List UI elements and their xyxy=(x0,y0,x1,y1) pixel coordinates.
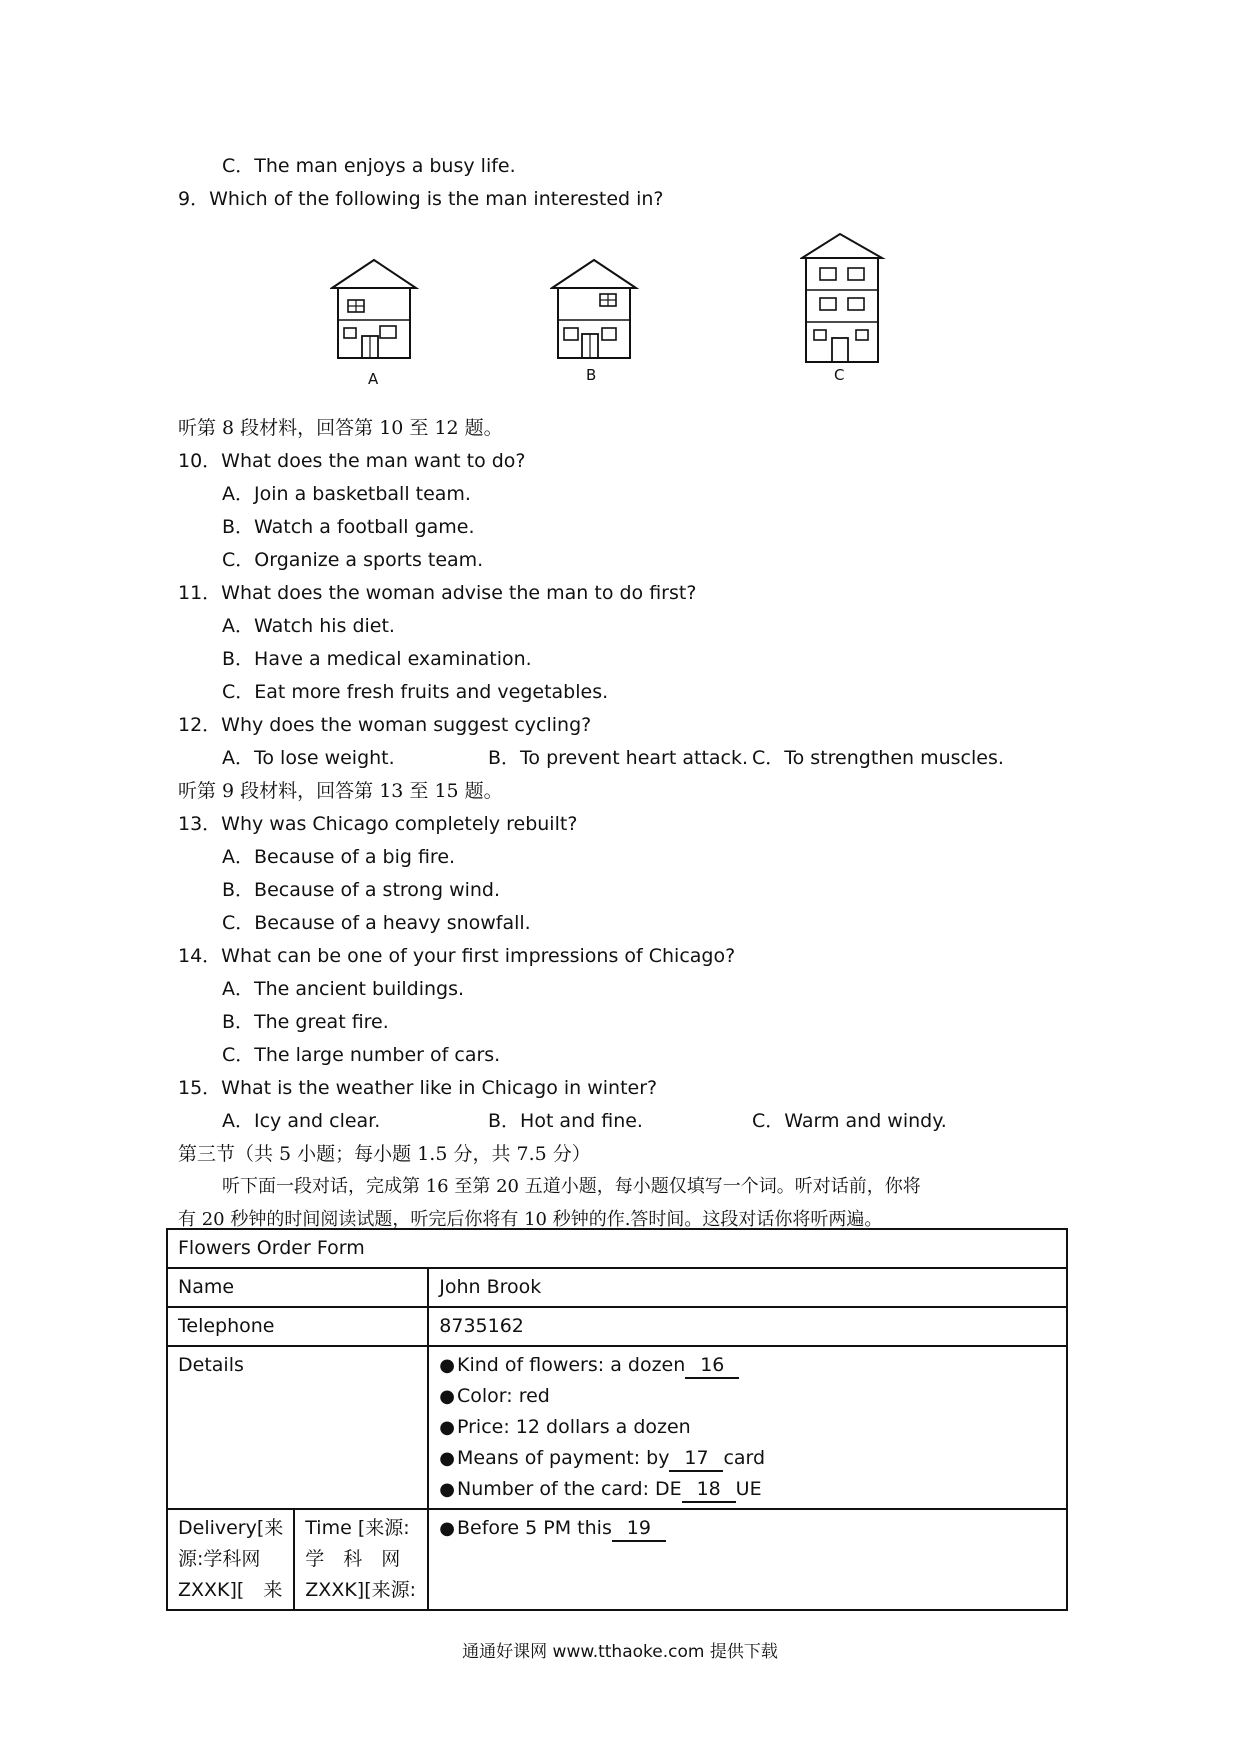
time-label: Time [来源: 学 科 网 ZXXK][来源: xyxy=(294,1509,428,1610)
section9-intro: 听第 9 段材料，回答第 13 至 15 题。 xyxy=(178,780,503,802)
delivery-time-value xyxy=(428,1509,1067,1610)
q14-option-b: B．The great fire. xyxy=(222,1011,389,1033)
details-label: Details xyxy=(167,1346,428,1509)
answer-blank-19[interactable]: 19 xyxy=(612,1516,666,1542)
page-footer: 通通好课网 www.tthaoke.com 提供下载 xyxy=(462,1642,778,1662)
q12-option-a: A．To lose weight. xyxy=(222,747,395,769)
form-title: Flowers Order Form xyxy=(167,1229,1067,1268)
house-c-image xyxy=(800,232,890,388)
bullet-icon: ● xyxy=(439,1417,455,1438)
form-delivery-row xyxy=(167,1509,1067,1610)
q15-question: 15．What is the weather like in Chicago in winter? xyxy=(178,1077,658,1099)
telephone-value: 8735162 xyxy=(428,1307,1067,1346)
q11-option-a: A．Watch his diet. xyxy=(222,615,395,637)
delivery-label: Delivery[来 源:学科网 ZXXK][ 来 xyxy=(167,1509,294,1610)
q10-option-c: C．Organize a sports team. xyxy=(222,549,484,571)
q10-option-a: A．Join a basketball team. xyxy=(222,483,471,505)
detail-item-price: ● Price: 12 dollars a dozen xyxy=(439,1416,691,1438)
bullet-icon: ● xyxy=(439,1518,455,1539)
section8-intro: 听第 8 段材料，回答第 10 至 12 题。 xyxy=(178,417,503,439)
q13-option-a: A．Because of a big fire. xyxy=(222,846,456,868)
q15-options-row xyxy=(0,1109,1240,1133)
bullet-icon: ● xyxy=(439,1386,455,1407)
q11-question: 11．What does the woman advise the man to do first? xyxy=(178,582,697,604)
q15-option-a: A．Icy and clear. xyxy=(222,1110,381,1132)
q13-option-b: B．Because of a strong wind. xyxy=(222,879,501,901)
detail-item-payment: ● Means of payment: by 17 card xyxy=(439,1443,1056,1474)
q12-options-row xyxy=(0,746,1240,770)
q13-question: 13．Why was Chicago completely rebuilt? xyxy=(178,813,578,835)
house-b-image xyxy=(550,256,640,392)
q14-option-a: A．The ancient buildings. xyxy=(222,978,465,1000)
q12-question: 12．Why does the woman suggest cycling? xyxy=(178,714,592,736)
part3-instruction-line2: 有 20 秒钟的时间阅读试题，听完后你将有 10 秒钟的作.答时间。这段对话你将听两遍。 xyxy=(178,1209,883,1230)
q11-option-b: B．Have a medical examination. xyxy=(222,648,532,670)
q9-figure xyxy=(330,232,890,392)
detail-item-color: ● Color: red xyxy=(439,1385,550,1407)
detail-item-kind: ● Kind of flowers: a dozen 16 xyxy=(439,1350,1056,1381)
name-value: John Brook xyxy=(428,1268,1067,1307)
q8-option-c: C．The man enjoys a busy life. xyxy=(222,155,516,177)
part3-heading: 第三节（共 5 小题；每小题 1.5 分，共 7.5 分） xyxy=(178,1143,591,1165)
q15-option-b: B．Hot and fine. xyxy=(488,1110,643,1132)
q15-option-c: C．Warm and windy. xyxy=(752,1110,947,1132)
form-name-row xyxy=(167,1268,1067,1307)
q12-option-b: B．To prevent heart attack. xyxy=(488,747,749,769)
delivery-item: ● Before 5 PM this 19 xyxy=(439,1513,1056,1544)
detail-item-card-number: ● Number of the card: DE 18 UE xyxy=(439,1474,1056,1505)
form-phone-row xyxy=(167,1307,1067,1346)
q9-question: 9．Which of the following is the man interested in? xyxy=(178,188,664,210)
part3-instruction-line1: 听下面一段对话，完成第 16 至第 20 五道小题，每小题仅填写一个词。听对话前，你将 xyxy=(222,1176,921,1197)
name-label: Name xyxy=(167,1268,428,1307)
details-list xyxy=(428,1346,1067,1509)
q14-option-c: C．The large number of cars. xyxy=(222,1044,501,1066)
q10-question: 10．What does the man want to do? xyxy=(178,450,526,472)
q11-option-c: C．Eat more fresh fruits and vegetables. xyxy=(222,681,609,703)
bullet-icon: ● xyxy=(439,1448,455,1469)
house-c-label: C xyxy=(834,366,845,384)
flowers-order-form xyxy=(166,1228,1068,1611)
answer-blank-18[interactable]: 18 xyxy=(682,1477,736,1503)
house-b-label: B xyxy=(586,366,597,384)
bullet-icon: ● xyxy=(439,1479,455,1500)
telephone-label: Telephone xyxy=(167,1307,428,1346)
q10-option-b: B．Watch a football game. xyxy=(222,516,475,538)
form-details-row xyxy=(167,1346,1067,1509)
form-title-row xyxy=(167,1229,1067,1268)
q14-question: 14．What can be one of your first impressions of Chicago? xyxy=(178,945,736,967)
q13-option-c: C．Because of a heavy snowfall. xyxy=(222,912,531,934)
house-a-label: A xyxy=(368,370,379,388)
q12-option-c: C．To strengthen muscles. xyxy=(752,747,1004,769)
answer-blank-16[interactable]: 16 xyxy=(685,1353,739,1379)
house-a-image xyxy=(330,256,420,392)
bullet-icon: ● xyxy=(439,1355,455,1376)
answer-blank-17[interactable]: 17 xyxy=(669,1446,723,1472)
